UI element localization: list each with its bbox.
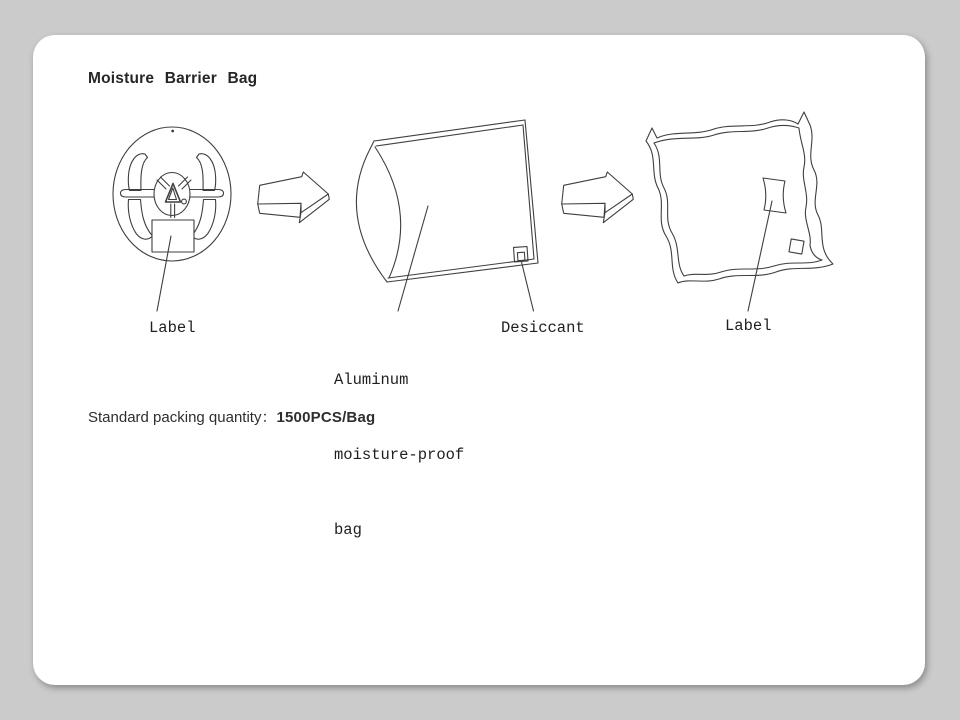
bag-label-line-3: bag — [334, 521, 362, 539]
packing-quantity-prefix: Standard packing quantity： — [88, 409, 277, 426]
packing-quantity-text — [88, 407, 375, 429]
sealed-bag-label-rect — [763, 178, 786, 213]
reel-label-text: Label — [149, 319, 196, 337]
tape-reel-diagram — [113, 127, 231, 311]
sealed-label-leader-line — [748, 201, 772, 311]
packing-quantity-value: 1500PCS/Bag — [276, 409, 376, 426]
sealed-bag-diagram — [646, 112, 833, 311]
sealed-bag-label-text: Label — [725, 317, 772, 335]
bag-label-line-1: Aluminum — [334, 371, 409, 389]
desiccant-label-text: Desiccant — [501, 319, 585, 337]
flow-arrow-icon — [562, 172, 634, 223]
page-title: Moisture Barrier Bag — [88, 70, 258, 87]
reel-label-rect — [152, 220, 194, 252]
desiccant-leader-line — [522, 262, 534, 311]
desiccant-small-square — [789, 239, 804, 254]
flow-arrow-icon — [258, 172, 330, 223]
bag-label-text — [334, 318, 464, 593]
slide-card — [33, 35, 925, 685]
bag-label-leader-line — [398, 206, 428, 311]
packing-flow-diagram — [33, 35, 925, 685]
bag-label-line-2: moisture-proof — [334, 446, 465, 464]
moisture-proof-bag-diagram — [356, 120, 538, 311]
